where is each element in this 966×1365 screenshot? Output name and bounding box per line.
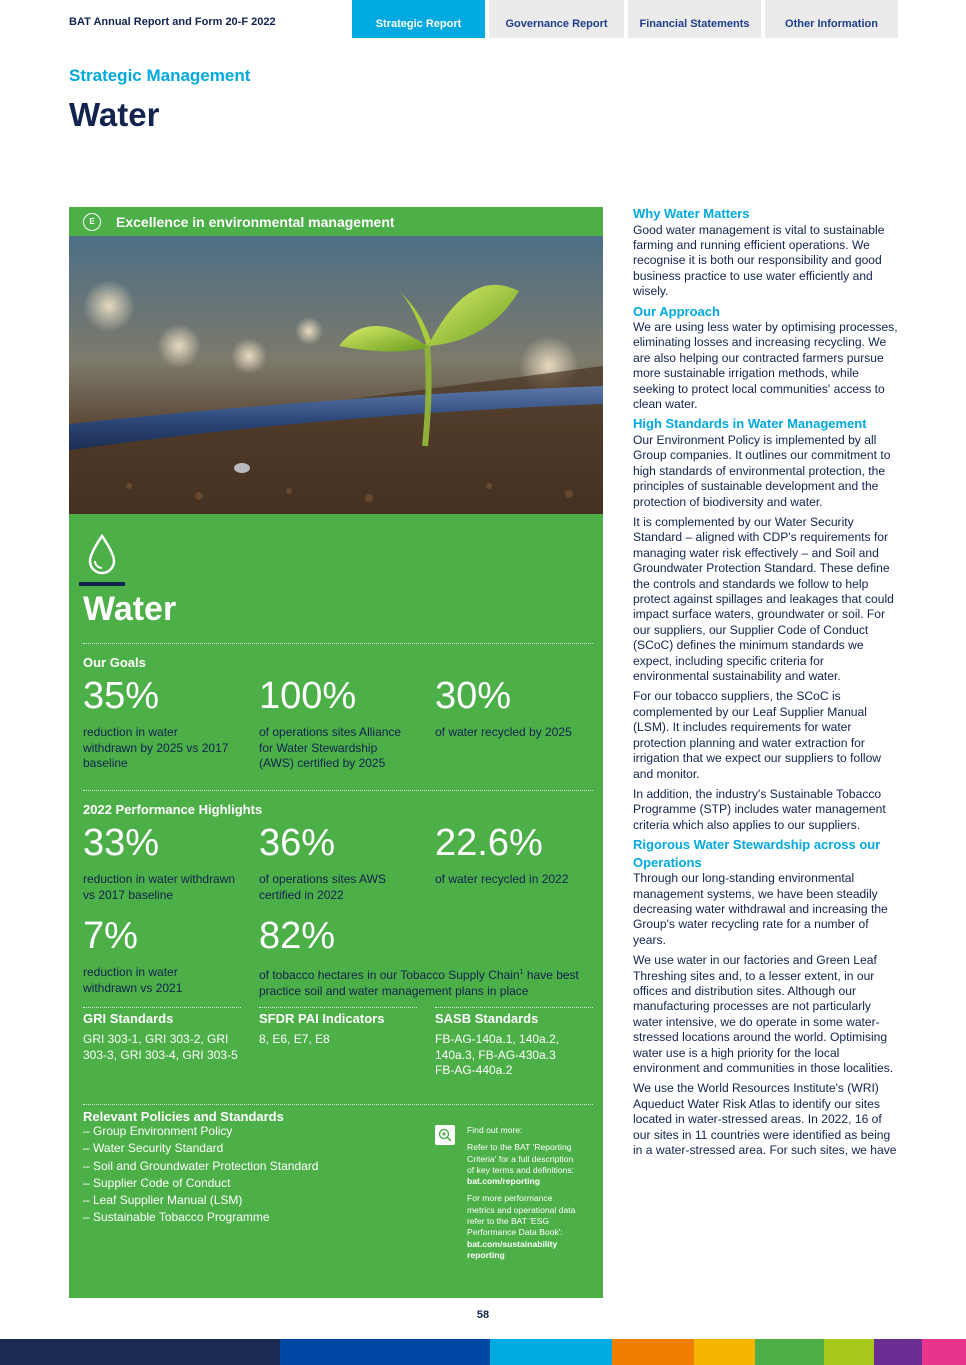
paragraph: In addition, the industry's Sustainable Tobacco Programme (STP) includes water management criteria which also applies to our suppliers. [633,786,886,832]
goal-text-2: of operations sites Alliance for Water Stewardship (AWS) certified by 2025 [259,725,402,770]
footer-color-bar [0,1339,966,1365]
highlight-text-1: reduction in water withdrawn vs 2017 baseline [83,872,236,902]
reporting-link[interactable]: bat.com/reporting [467,1176,541,1187]
tab-strategic-report[interactable]: Strategic Report [352,0,485,38]
color-segment [922,1339,966,1365]
divider [83,1007,241,1008]
goal-value-3: 30% [435,675,512,717]
page-title: Water [69,96,160,133]
sfdr-indicators-title: SFDR PAI Indicators [259,1011,385,1026]
page-number: 58 [476,1309,490,1321]
sasb-standards-title: SASB Standards [435,1011,539,1026]
goals-title: Our Goals [83,655,146,670]
section-label: Strategic Management [69,66,251,85]
high-standards-heading: High Standards in Water Management [633,416,867,432]
color-segment [0,1339,280,1365]
document-title: BAT Annual Report and Form 20-F 2022 [69,16,276,28]
our-approach-heading: Our Approach [633,303,720,319]
paragraph: Our Environment Policy is implemented by all Group companies. It outlines our commitment to high standards of environmental protection, the principles of sustainable development and the protection of biodiversity and water. [633,432,891,509]
highlight-value-5: 82% [259,915,336,957]
sfdr-indicators-text: 8, E6, E7, E8 [259,1032,330,1046]
water-stewardship-heading: Rigorous Water Stewardship across our Operations [633,837,881,870]
policy-item: – Group Environment Policy [83,1124,233,1138]
color-segment [694,1339,755,1365]
highlight-value-3: 22.6% [435,822,543,864]
paragraph: We use the World Resources Institute's (WRI) Aqueduct Water Risk Atlas to identify our sites located in water-stressed areas. In 2022, 16 of our sites in 11 countries were identified as being in a water-stressed area. For such sites, we have [633,1081,897,1158]
environment-badge: E [83,213,101,231]
highlight-value-4: 7% [83,915,138,957]
policy-item: – Supplier Code of Conduct [83,1175,231,1190]
goal-text-3: of water recycled by 2025 [435,725,572,739]
find-out-more-heading: Find out more: [467,1125,523,1135]
tab-financial-statements[interactable]: Financial Statements [628,0,761,38]
gri-standards-title: GRI Standards [83,1011,174,1026]
policies-list [83,1123,318,1227]
highlight-text-3: of water recycled in 2022 [435,872,569,886]
tab-other-information[interactable]: Other Information [765,0,898,38]
goal-value-2: 100% [259,675,357,717]
divider [83,790,593,791]
highlight-text-5 [259,965,594,999]
divider [83,1104,593,1105]
highlight-text-5-part2: have best practice soil and water management plans in place [259,968,579,998]
paragraph: Good water management is vital to sustainable farming and running efficient operations. We recognise it is both our responsibility and good business practice to use water efficiently and wisely. [633,222,885,299]
divider [435,1007,593,1008]
divider [83,643,593,644]
color-segment [612,1339,694,1365]
section-tabs [352,0,902,38]
highlight-text-5-part1: of tobacco hectares in our Tobacco Supply Chain [259,968,520,982]
sasb-standards-text: FB-AG-140a.1, 140a.2, 140a.3, FB-AG-430a.3 FB-AG-440a.2 [435,1032,560,1077]
highlight-value-1: 33% [83,822,160,864]
sustainability-reporting-link[interactable]: bat.com/sustainability reporting [467,1238,558,1260]
paragraph: For our tobacco suppliers, the SCoC is complemented by our Leaf Supplier Manual (LSM). It includes requirements for water protection planning and water extraction for irrigation that we expect our suppliers to follow and monitor. [633,689,882,781]
water-heading: Water [83,590,177,628]
seedling-photo [69,236,603,514]
why-water-matters-heading: Why Water Matters [633,206,750,221]
policies-title: Relevant Policies and Standards [83,1109,284,1124]
goal-value-1: 35% [83,675,160,717]
color-segment [280,1339,490,1365]
policy-item: – Soil and Groundwater Protection Standard [83,1158,319,1173]
paragraph: Through our long-standing environmental management systems, we have been steadily decreasing water withdrawal and increasing the Group's water recycling rate for a number of years. [633,871,888,947]
goal-text-1: reduction in water withdrawn by 2025 vs 2017 baseline [83,725,229,770]
policy-item: – Leaf Supplier Manual (LSM) [83,1193,243,1208]
paragraph: We use water in our factories and Green Leaf Threshing sites and, to a lesser extent, in our offices and distribution sites. Although our manufacturing processes are not particularly water intensive, we do operate in some water-stressed locations around the world. Optimising water use is a high priority for the local environment and communities in those localities. [633,953,894,1075]
right-column [633,205,899,1163]
highlight-text-4: reduction in water withdrawn vs 2021 [83,965,183,995]
tab-governance-report[interactable]: Governance Report [489,0,624,38]
highlight-value-2: 36% [259,822,336,864]
highlight-text-2: of operations sites AWS certified in 2022 [259,872,386,902]
gri-standards-text: GRI 303-1, GRI 303-2, GRI 303-3, GRI 303-4, GRI 303-5 [83,1032,238,1062]
highlights-title: 2022 Performance Highlights [83,802,263,817]
panel-header [69,207,603,236]
color-segment [755,1339,824,1365]
water-panel [69,207,603,1298]
paragraph: We are using less water by optimising processes, eliminating losses and increasing recycling. We are also helping our contracted farmers pursue more sustainable irrigation methods, while seeking to protect local communities' access to clean water. [633,320,898,412]
panel-header-text: Excellence in environmental management [116,213,395,230]
policy-item: – Water Security Standard [83,1141,224,1156]
paragraph: It is complemented by our Water Security Standard – aligned with CDP's requirements for managing water risk effectively – and Soil and Groundwater Protection Standard. These define the controls and standards we follow to help protect against spillages and leakages that could impact surface waters, groundwater or soil. For our suppliers, our Supplier Code of Conduct (SCoC) defines the minimum standards we expect, including specific criteria for environmental sustainability and water. [633,515,894,684]
water-drop-icon [87,534,117,576]
footnote-marker: 1 [519,969,524,976]
color-segment [824,1339,874,1365]
color-segment [874,1339,922,1365]
color-segment [490,1339,612,1365]
find-out-more [467,1125,579,1267]
reporting-criteria-text: Refer to the BAT 'Reporting Criteria' for a full description of key terms and definitions: [467,1142,574,1175]
seedling-illustration [69,236,603,514]
policy-item: – Sustainable Tobacco Programme [83,1210,270,1225]
accent-bar [79,582,125,586]
divider [259,1007,417,1008]
esg-data-book-text: For more performance metrics and operational data refer to the BAT 'ESG Performance Data Book': [467,1193,576,1238]
zoom-in-icon [435,1125,455,1145]
